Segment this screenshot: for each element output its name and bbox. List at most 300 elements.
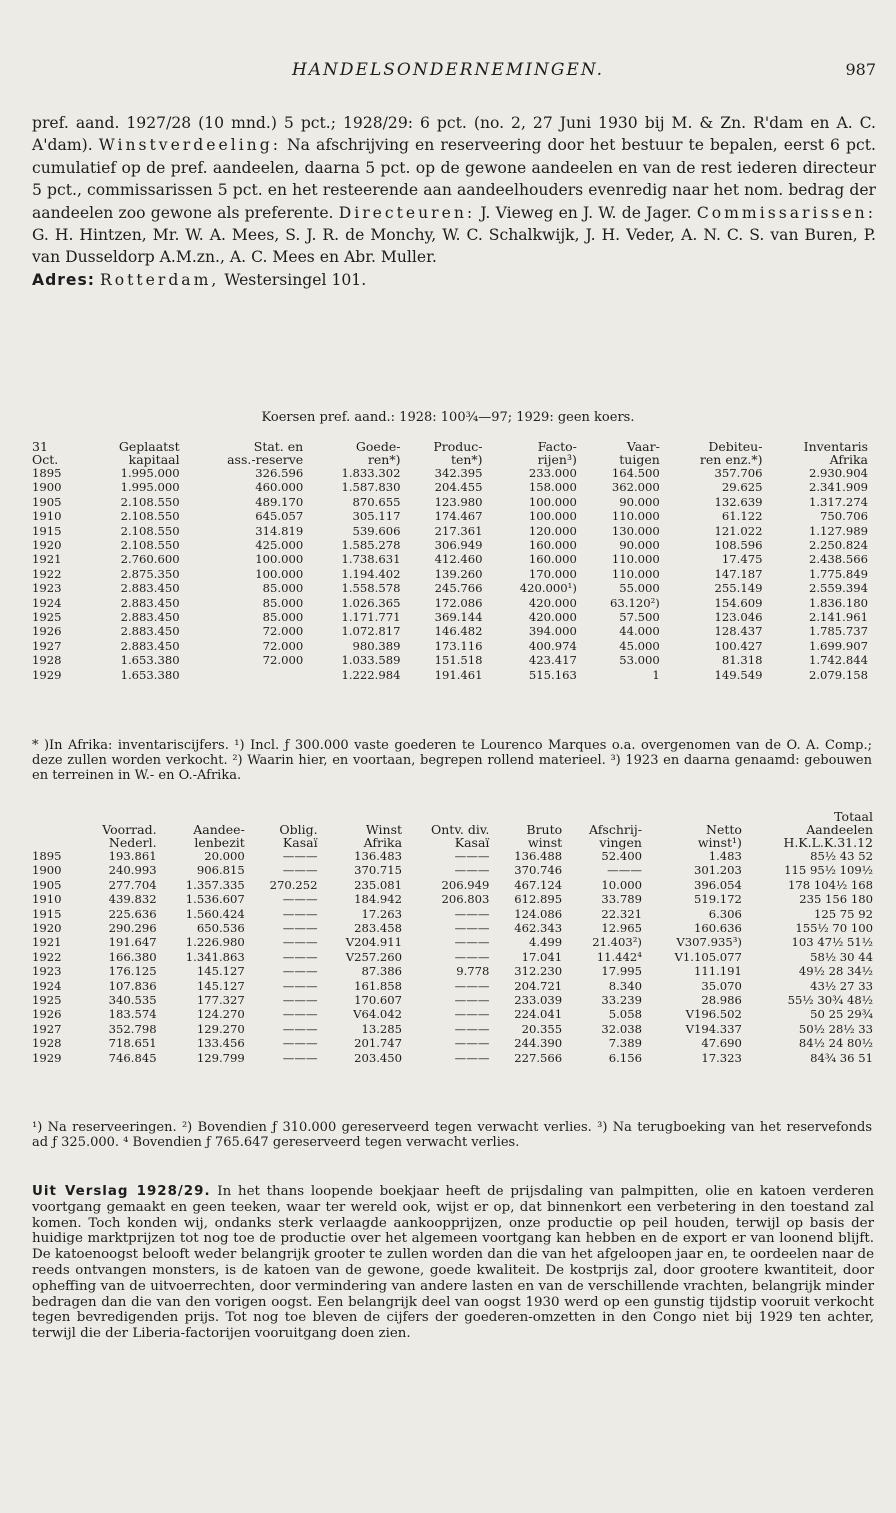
table-cell: 33.239 [601,993,642,1008]
table-cell: 155½ 70 100 [795,921,873,936]
table-cell [182,668,306,682]
table-cell: 45.000 [619,638,660,653]
table-cell: ——— [282,863,318,878]
table-cell: ——— [454,906,490,921]
table-cell: 233.039 [514,993,563,1008]
year-cell: 1915 [32,906,62,921]
table-cell: 1.653.380 [120,667,180,682]
table-cell: 57.500 [619,610,660,625]
table-cell: 277.704 [108,877,157,892]
table-cell: 124.086 [514,906,563,921]
table-row [30,950,875,964]
table-cell: 176.125 [108,964,157,979]
table-cell: 47.690 [701,1036,742,1051]
table-cell: 12.965 [601,921,642,936]
table-cell: 145.127 [196,978,245,993]
table-cell: ——— [454,1007,490,1022]
table-cell: 85.000 [262,610,304,625]
table-row [30,892,875,906]
table-cell: V1.105.077 [674,949,742,964]
directeuren-label: Directeuren: [338,203,476,222]
table-cell: 111.191 [693,964,742,979]
table-cell: 1.560.424 [185,906,245,921]
report-paragraph [32,1184,874,1342]
table-cell: 21.403²) [592,935,642,950]
column-header: ten*) [450,452,483,467]
table-cell: 184.942 [354,892,403,907]
table-cell: 204.721 [514,978,563,993]
table-cell: ——— [282,1007,318,1022]
table-cell: 160.000 [528,538,577,553]
table-cell: 1.833.302 [341,466,401,480]
table-cell: 420.000 [528,595,577,610]
table-cell: 305.117 [352,509,401,524]
table-cell: 1.699.907 [808,638,868,653]
column-header: winst [527,835,563,850]
table-cell: V64.042 [353,1007,403,1022]
table-cell: 340.535 [108,993,157,1008]
table-cell: 1.585.278 [341,538,401,553]
table-cell: 2.559.394 [808,581,868,596]
table-cell: 420.000¹) [519,581,577,596]
table-cell: 115 95½ 109½ [784,863,873,878]
table-cell: 2.250.824 [808,538,868,553]
winstverdeeling-label: Winstverdeeling: [98,136,281,155]
commissarissen-text: G. H. Hintzen, Mr. W. A. Mees, S. J. R. de Monchy, W. C. Schalkwijk, J. H. Veder, A. N. C. S. van Buren, P. van Dusseldorp A.M.zn., A. C. Mees en Abr. Muller. [32,226,876,267]
table-cell: 515.163 [528,667,577,682]
year-cell: 1928 [32,653,62,668]
table-cell: 90.000 [619,538,660,553]
table-cell: 2.883.450 [120,638,180,653]
table-cell: 1.072.817 [341,624,401,639]
year-cell: 1920 [32,538,62,553]
table-cell: 1.222.984 [341,667,401,682]
year-cell: 1910 [32,892,62,907]
table-cell: 110.000 [611,566,660,581]
table-cell: 650.536 [196,921,245,936]
table-cell: 906.815 [196,863,245,878]
table-cell: 136.483 [354,849,403,863]
table-cell: 312.230 [514,964,563,979]
table-cell: 35.070 [701,978,742,993]
table-cell: 362.000 [611,480,660,495]
table-row [30,1051,875,1065]
table-cell: 177.327 [196,993,245,1008]
table-cell: ——— [282,1021,318,1036]
table-row [30,863,875,877]
table-cell: ——— [454,935,490,950]
table-cell: 1.653.380 [120,653,180,668]
table-cell: 539.606 [352,523,401,538]
year-cell: 1923 [32,581,62,596]
table-cell: 28.986 [701,993,742,1008]
table-cell: 160.636 [693,921,742,936]
table-cell: 132.639 [714,494,763,509]
table-cell: 55½ 30¾ 48½ [787,993,873,1008]
year-cell: 1900 [32,863,62,878]
table-cell: 49½ 28 34½ [798,964,873,979]
year-cell: 1926 [32,624,62,639]
table-cell: 85.000 [262,595,304,610]
table-cell: 174.467 [434,509,483,524]
table-cell: 130.000 [611,523,660,538]
directeuren-text: J. Vieweg en J. W. de Jager. [480,203,692,222]
table-row [30,907,875,921]
table-cell: 100.000 [528,509,577,524]
table-cell: 61.122 [721,509,763,524]
table-cell: 121.022 [714,523,763,538]
table-cell: 1.341.863 [185,949,245,964]
table-cell: 270.252 [269,877,318,892]
table-cell: 166.380 [108,949,157,964]
table-cell: 43½ 27 33 [810,978,873,993]
table-cell: 718.651 [108,1036,157,1051]
table-cell: 124.270 [196,1007,245,1022]
year-cell: 1921 [32,552,62,567]
table-cell: 191.461 [434,667,483,682]
table-cell: ——— [282,935,318,950]
table-cell: 235.081 [354,877,403,892]
table-row [30,849,875,863]
table-cell: 2.108.550 [120,538,180,553]
table-cell: 240.993 [108,863,157,878]
table-cell: V196.502 [685,1007,742,1022]
table-row [30,524,870,538]
table-cell: 439.832 [108,892,157,907]
column-header: winst¹) [697,835,742,850]
table-cell: ——— [282,978,318,993]
table-cell: 420.000 [528,610,577,625]
table-cell: 136.488 [514,849,563,863]
column-header: ass.-reserve [227,452,304,467]
table-cell: 217.361 [434,523,483,538]
table-cell: ——— [282,892,318,907]
table-cell: 63.120²) [610,595,660,610]
year-cell: 1895 [32,849,62,863]
table-cell: 90.000 [619,494,660,509]
table-cell: 467.124 [514,877,563,892]
table-row [30,509,870,523]
table-cell: 370.715 [354,863,403,878]
table-cell: 33.789 [601,892,642,907]
table-cell: ——— [282,849,318,863]
table-row [30,624,870,638]
table-cell: 170.000 [528,566,577,581]
table-cell: 17.041 [521,949,563,964]
table-row [30,538,870,552]
table-cell: ——— [282,906,318,921]
year-cell: 1900 [32,480,62,495]
table-cell: 128.437 [714,624,763,639]
year-cell: 1915 [32,523,62,538]
table-cell: 191.647 [108,935,157,950]
table-cell: 17.323 [701,1050,742,1065]
table-cell: 44.000 [619,624,660,639]
table-cell: 72.000 [262,653,304,668]
table-cell: 1.995.000 [120,480,180,495]
table-header-row [30,836,875,849]
table-cell: 2.883.450 [120,581,180,596]
table-cell: 110.000 [611,552,660,567]
dividend-history-text: pref. aand. 1927/28 (10 mnd.) 5 pct.; 1928/29: 6 pct. (no. 2, 27 Juni 1930 bij M. & Zn. R'dam en A. C. A'dam). [32,114,876,155]
year-cell: 1924 [32,978,62,993]
table-row [30,1007,875,1021]
column-header: 31 [32,439,48,454]
table-cell: 58½ 30 44 [810,949,873,964]
table-cell: 129.799 [196,1050,245,1065]
table-cell: 147.187 [714,566,763,581]
table-cell: 103 47½ 51½ [791,935,873,950]
year-cell: 1926 [32,1007,62,1022]
footnote-text: * )In Afrika: inventariscijfers. ¹) Incl. ƒ 300.000 vaste goederen te Lourenco Marques o.a. overgenomen van de O. A. Comp.; deze zullen worden verkocht. ²) Waarin hier, en voortaan, begrepen rollend materieel. ³) 1923 en daarna genaamd: gebouwen en terreinen in W.- en O.-Afrika. [32,738,872,784]
table-cell: 224.041 [514,1007,563,1022]
table-cell: 17.263 [361,906,403,921]
column-header: kapitaal [128,452,180,467]
table-cell: 125 75 92 [813,906,873,921]
table-row [30,639,870,653]
table-cell: 245.766 [434,581,483,596]
table-cell: 13.285 [361,1021,403,1036]
table-row [30,668,870,682]
table-cell: 50½ 28½ 33 [798,1021,873,1036]
table-row [30,552,870,566]
table-cell: 172.086 [434,595,483,610]
year-cell: 1924 [32,595,62,610]
table-body [30,849,875,1065]
table-cell: 20.000 [204,849,245,863]
table-cell: ——— [454,863,490,878]
table-cell: 123.980 [434,494,483,509]
table-cell: 154.609 [714,595,763,610]
table-cell: 1.738.631 [341,552,401,567]
column-header: Afschrij- [588,822,642,837]
table-cell: 1.836.180 [808,595,868,610]
year-cell: 1921 [32,935,62,950]
table-cell: 1.194.402 [341,566,401,581]
table-cell: 1.587.830 [341,480,401,495]
column-header: Nederl. [108,835,157,850]
table-cell: 423.417 [528,653,577,668]
column-header [30,823,77,836]
table-cell: 326.596 [255,466,304,480]
table-cell: 2.108.550 [120,523,180,538]
table-cell: ——— [454,1050,490,1065]
table-cell: 2.883.450 [120,610,180,625]
table-cell: 108.596 [714,538,763,553]
year-cell: 1922 [32,566,62,581]
table-cell: 203.450 [354,1050,403,1065]
table-cell: 396.054 [693,877,742,892]
table-row [30,567,870,581]
table-cell: 164.500 [611,466,660,480]
table-cell: 84¾ 36 51 [810,1050,873,1065]
table-cell: 170.607 [354,993,403,1008]
table-cell: 11.442⁴ [596,949,642,964]
table-cell: 17.995 [601,964,642,979]
table-cell: 1 [652,667,660,682]
table-row [30,979,875,993]
table-cell: 201.747 [354,1036,403,1051]
company-details-paragraph [32,112,876,269]
table-cell: 244.390 [514,1036,563,1051]
table-cell: 81.318 [721,653,763,668]
table-cell: 32.038 [601,1021,642,1036]
table-cell: 400.974 [528,638,577,653]
table-cell: 612.895 [514,892,563,907]
column-header: Bruto [526,822,563,837]
table-cell: 53.000 [619,653,660,668]
table-cell: ——— [282,993,318,1008]
year-cell: 1922 [32,949,62,964]
annual-report-excerpt [32,1184,874,1342]
column-header: Kasaï [282,835,318,850]
table-cell: 1.317.274 [808,494,868,509]
table-cell: 2.760.600 [120,552,180,567]
table-cell: 1.127.989 [808,523,868,538]
table-cell: ——— [282,921,318,936]
table-cell: ——— [454,949,490,964]
table-row [30,921,875,935]
year-cell: 1905 [32,494,62,509]
running-head: HANDELSONDERNEMINGEN. [291,60,605,80]
year-cell: 1920 [32,921,62,936]
table-cell: 178 104½ 168 [788,877,873,892]
column-header: Afrika [363,835,403,850]
table-cell: 6.306 [708,906,742,921]
table-cell: V204.911 [345,935,403,950]
table-cell: 225.636 [108,906,157,921]
column-header: Aandee- [193,822,245,837]
table-cell: 9.778 [456,964,490,979]
table-cell: 227.566 [514,1050,563,1065]
report-text: In het thans loopende boekjaar heeft de prijsdaling van palmpitten, olie en katoen verderen voortgang gemaakt en geen teeken, waar ter wereld ook, wijst er op, dat binnenkort een verbetering in den toestand zal komen. Toch konden wij, ondanks sterk verlaagde aankoopprijzen, onze productie op peil houden, terwijl op basis der huidige marktprijzen tot nog toe de productie over het algemeen voortgang kan hebben en de export er van loonend blijft. De katoenoogst belooft weder belangrijk grooter te zullen worden dan die van het afgeloopen jaar en, te oordeelen naar de reeds ontvangen monsters, is de katoen van de gewone, goede kwaliteit. De kostprijs zal, door grootere kwantiteit, door opheffing van de uitvoerrechten, door vermindering van andere lasten en van de verschillende vrachten, belangrijk minder bedragen dan die van den vorigen oogst. Een belangrijk deel van oogst 1930 werd op een gunstig tijdstip vooruit verkocht tegen bevredigenden prijs. Tot nog toe bleven de cijfers der goederen-omzetten in den Congo niet bij 1929 ten achter, terwijl die der Liberia-factorijen vooruitgang doen zien. [32,1184,875,1342]
column-header: Afrika [829,452,868,467]
column-header: Vaar- [626,439,660,454]
table-cell: 1.483 [708,849,742,863]
balance-table [30,440,870,682]
table-cell: 129.270 [196,1021,245,1036]
table-cell: 1.995.000 [120,466,180,480]
column-header: H.K.L.K.31.12 [783,835,873,850]
table-cell: 52.400 [601,849,642,863]
table-cell: 301.203 [693,863,742,878]
table-cell: 5.058 [608,1007,642,1022]
table-cell: 235 156 180 [799,892,873,907]
table-cell: 146.482 [434,624,483,639]
adres-street: Westersingel 101. [224,270,367,289]
column-header: Oct. [32,452,59,467]
table1-footnotes [32,738,872,784]
column-header: lenbezit [194,835,245,850]
column-header: Kasaï [454,835,490,850]
table-cell: 2.438.566 [808,552,868,567]
table-cell: 370.746 [514,863,563,878]
table-cell: 120.000 [528,523,577,538]
table-cell: 193.861 [108,849,157,863]
table-cell: ——— [454,921,490,936]
table-cell: V307.935³) [676,935,742,950]
table-cell: 342.395 [434,466,483,480]
table-row [30,495,870,509]
year-cell: 1929 [32,1050,62,1065]
table-cell: ——— [454,993,490,1008]
year-cell: 1929 [32,667,62,682]
table-cell: 233.000 [528,466,577,480]
column-header: tuigen [619,452,660,467]
table-cell: 1.742.844 [808,653,868,668]
address-line [32,269,876,291]
table-row [30,610,870,624]
table-cell: 255.149 [714,581,763,596]
table-cell: 1.033.589 [341,653,401,668]
table-row [30,596,870,610]
column-header [30,836,77,849]
table-cell: 980.389 [352,638,401,653]
table-row [30,1036,875,1050]
table-cell: V194.337 [685,1021,742,1036]
footnote-text: ¹) Na reserveeringen. ²) Bovendien ƒ 310.000 gereserveerd tegen verwacht verlies. ³) Na terugboeking van het reservefonds ad ƒ 325.000. ⁴ Bovendien ƒ 765.647 gereserveerd tegen verwacht verlies. [32,1120,872,1151]
table-cell: 1.536.607 [185,892,245,907]
table-cell: 369.144 [434,610,483,625]
table-cell: 87.386 [361,964,403,979]
table-cell: ——— [282,1036,318,1051]
table-cell: 425.000 [255,538,304,553]
page-header [0,60,896,90]
table-cell: 1.171.771 [341,610,401,625]
table-header-row [30,823,875,836]
column-header: Goede- [355,439,401,454]
table-row [30,466,870,480]
year-cell: 1927 [32,1021,62,1036]
table-cell: 145.127 [196,964,245,979]
table-cell: ——— [454,978,490,993]
column-header: ren enz.*) [699,452,763,467]
year-cell: 1927 [32,638,62,653]
table-cell: 85.000 [262,581,304,596]
table-body [30,466,870,682]
table-cell: 460.000 [255,480,304,495]
table-row [30,653,870,667]
winstverdeeling-text: Na afschrijving en reserveering door het bestuur te bepalen, eerst 6 pct. cumulatief op de pref. aandeelen, daarna 5 pct. op de gewone aandeelen en van de rest iederen directeur 5 pct., commissarissen 5 pct. en het resteerende aan aandeelhouders evenredig naar het nom. bedrag der aandeelen zoo gewone als preferente. [32,136,876,222]
table-row [30,480,870,494]
page-number: 987 [845,60,876,79]
table-cell: 306.949 [434,538,483,553]
column-header: Voorrad. [102,822,157,837]
table-cell: 149.549 [714,667,763,682]
table-cell: 352.798 [108,1021,157,1036]
table-cell: 1.775.849 [808,566,868,581]
table-cell: ——— [607,863,642,878]
column-header: ren*) [367,452,401,467]
table-cell: 2.108.550 [120,509,180,524]
table-cell: 55.000 [619,581,660,596]
table-cell: 2.141.961 [808,610,868,625]
year-cell: 1928 [32,1036,62,1051]
column-header: Debiteu- [708,439,763,454]
table-cell: 746.845 [108,1050,157,1065]
table-row [30,935,875,949]
table-cell: 100.000 [255,552,304,567]
table-row [30,581,870,595]
adres-city: Rotterdam, [99,270,220,289]
table-cell: 6.156 [608,1050,642,1065]
table-cell: 84½ 24 80½ [798,1036,873,1051]
year-cell: 1910 [32,509,62,524]
table-cell: 139.260 [434,566,483,581]
table-cell: 100.427 [714,638,763,653]
table-cell: 206.949 [441,877,490,892]
results-table [30,810,875,1065]
